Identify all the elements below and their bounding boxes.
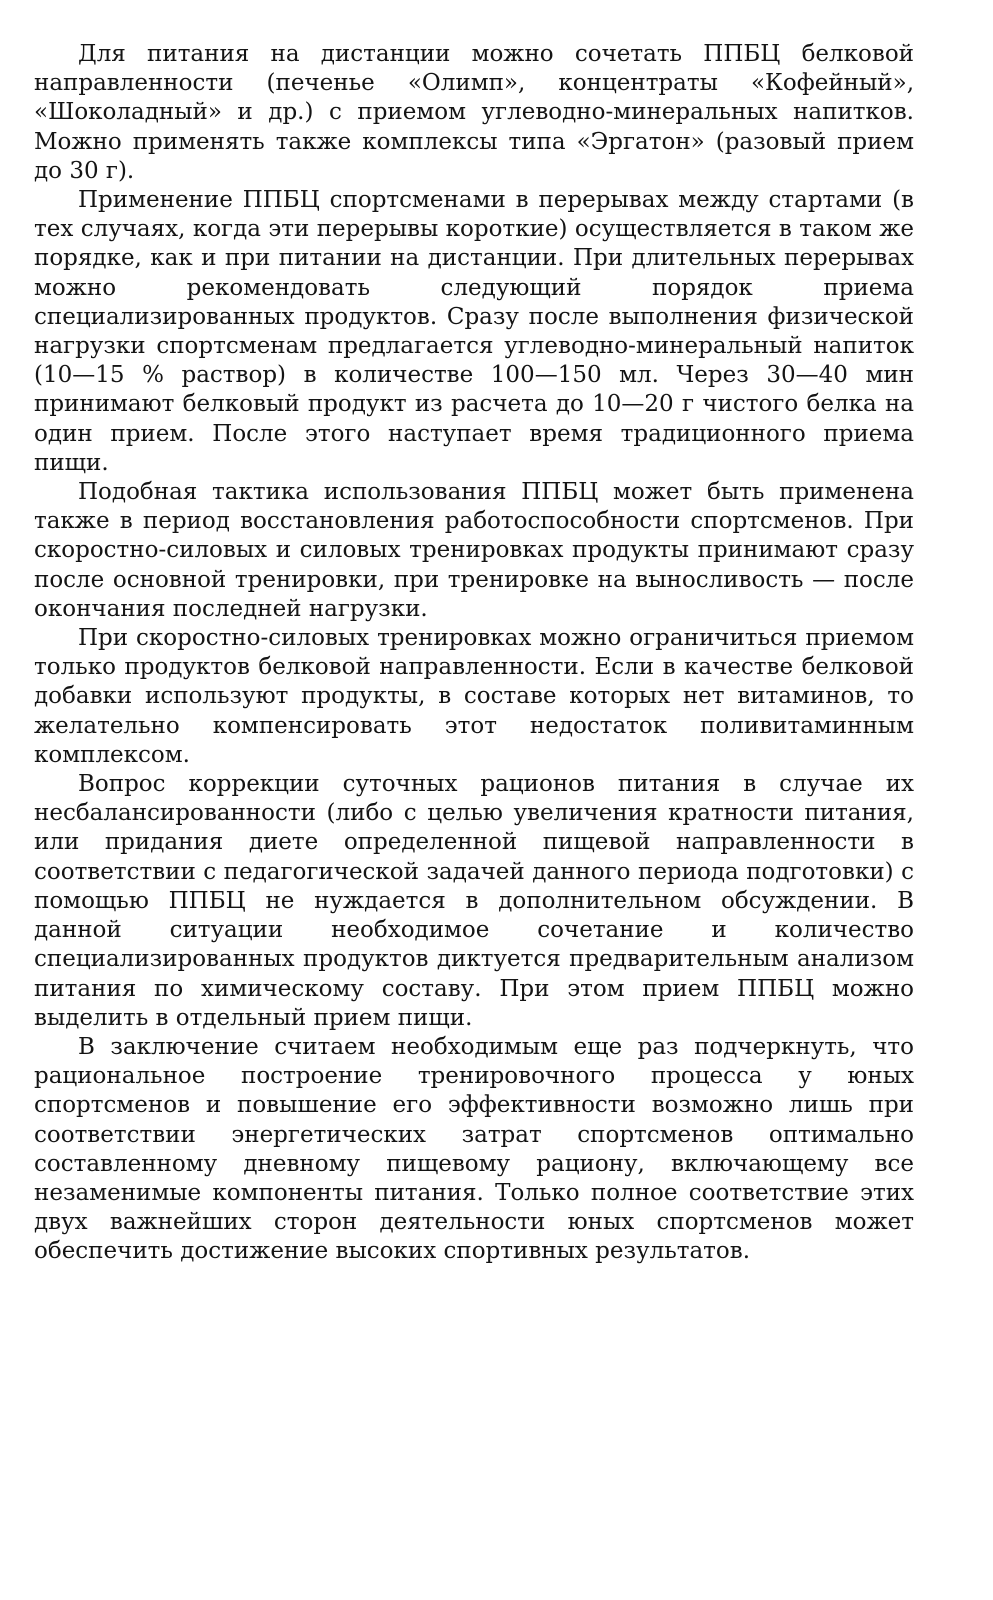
paragraph-conclusion: В заключение считаем необходимым еще раз подчеркнуть, что рациональное построение тренировочного процесса у юных спортсменов и повышение его эффективности возможно лишь при соответствии энергетических затрат спортсменов оптимально составленному дневному пищевому рациону, включающему все незаменимые компоненты питания. Только полное соответствие этих двух важнейших сторон деятельности юных спортсменов может обеспечить достижение высоких спортивных результатов. bbox=[34, 1033, 914, 1265]
document-page bbox=[34, 40, 914, 1267]
paragraph-ration-correction: Вопрос коррекции суточных рационов питания в случае их несбалансированности (либо с целью увеличения кратности питания, или придания диете определенной пищевой направленности в соответствии с педагогической задачей данного периода подготовки) с помощью ППБЦ не нуждается в дополнительном обсуждении. В данной ситуации необходимое сочетание и количество специализированных продуктов диктуется предварительным анализом питания по химическому составу. При этом прием ППБЦ можно выделить в отдельный прием пищи. bbox=[34, 771, 914, 1031]
paragraph-recovery-period: Подобная тактика использования ППБЦ может быть применена также в период восстановления работоспособности спортсменов. При скоростно-силовых и силовых тренировках продукты принимают сразу после основной тренировки, при тренировке на выносливость — после окончания последней нагрузки. bbox=[34, 479, 914, 622]
paragraph-speed-strength-training: При скоростно-силовых тренировках можно ограничиться приемом только продуктов белковой направленности. Если в качестве белковой добавки используют продукты, в составе которых нет витаминов, то желательно компенсировать этот недостаток поливитаминным комплексом. bbox=[34, 625, 914, 768]
paragraph-nutrition-on-distance: Для питания на дистанции можно сочетать ППБЦ белковой направленности (печенье «Олимп», концентраты «Кофейный», «Шоколадный» и др.) с приемом углеводно-минеральных напитков. Можно применять также комплексы типа «Эргатон» (разовый прием до 30 г). bbox=[34, 41, 914, 184]
paragraph-breaks-between-starts: Применение ППБЦ спортсменами в перерывах между стартами (в тех случаях, когда эти перерывы короткие) осуществляется в таком же порядке, как и при питании на дистанции. При длительных перерывах можно рекомендовать следующий порядок приема специализированных продуктов. Сразу после выполнения физической нагрузки спортсменам предлагается углеводно-минеральный напиток (10—15 % раствор) в количестве 100—150 мл. Через 30—40 мин принимают белковый продукт из расчета до 10—20 г чистого белка на один прием. После этого наступает время традиционного приема пищи. bbox=[34, 187, 914, 476]
